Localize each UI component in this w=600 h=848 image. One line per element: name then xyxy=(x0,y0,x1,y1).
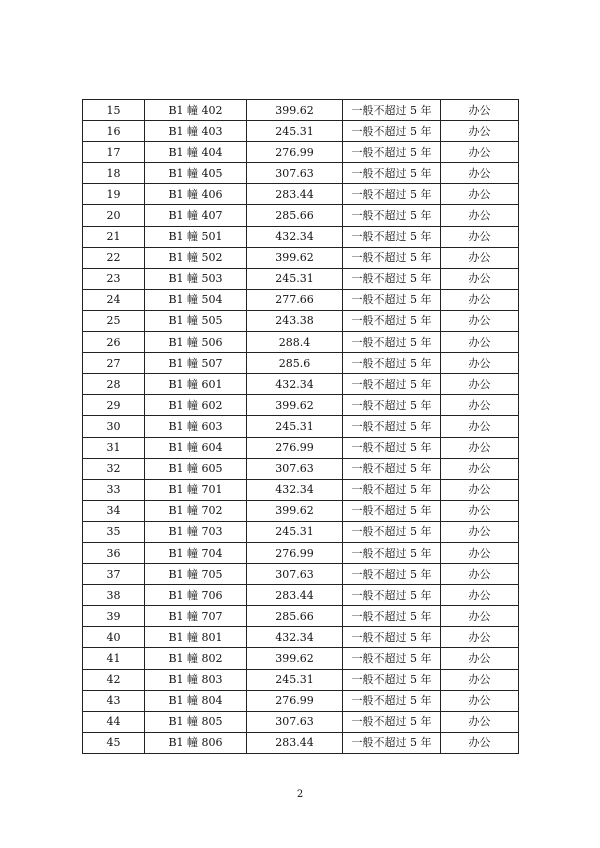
usage-cell: 办公 xyxy=(441,585,519,606)
table-row xyxy=(83,121,519,142)
area-cell: 276.99 xyxy=(247,437,343,458)
area-cell: 285.66 xyxy=(247,205,343,226)
room-cell: B1 幢 702 xyxy=(145,500,247,521)
table-row xyxy=(83,627,519,648)
row-index-cell: 34 xyxy=(83,500,145,521)
usage-cell: 办公 xyxy=(441,690,519,711)
area-cell: 307.63 xyxy=(247,458,343,479)
area-cell: 399.62 xyxy=(247,247,343,268)
usage-cell: 办公 xyxy=(441,437,519,458)
table-row xyxy=(83,268,519,289)
area-cell: 399.62 xyxy=(247,648,343,669)
term-cell: 一般不超过 5 年 xyxy=(343,648,441,669)
term-cell: 一般不超过 5 年 xyxy=(343,226,441,247)
room-cell: B1 幢 806 xyxy=(145,732,247,753)
table-row xyxy=(83,310,519,331)
table-row xyxy=(83,564,519,585)
table-row xyxy=(83,690,519,711)
term-cell: 一般不超过 5 年 xyxy=(343,669,441,690)
row-index-cell: 24 xyxy=(83,289,145,310)
term-cell: 一般不超过 5 年 xyxy=(343,585,441,606)
row-index-cell: 42 xyxy=(83,669,145,690)
room-cell: B1 幢 801 xyxy=(145,627,247,648)
area-cell: 276.99 xyxy=(247,142,343,163)
term-cell: 一般不超过 5 年 xyxy=(343,500,441,521)
area-cell: 277.66 xyxy=(247,289,343,310)
room-cell: B1 幢 501 xyxy=(145,226,247,247)
area-cell: 283.44 xyxy=(247,184,343,205)
room-cell: B1 幢 404 xyxy=(145,142,247,163)
usage-cell: 办公 xyxy=(441,479,519,500)
table-row xyxy=(83,585,519,606)
table-row xyxy=(83,289,519,310)
row-index-cell: 25 xyxy=(83,310,145,331)
table-body xyxy=(83,100,519,754)
area-cell: 285.6 xyxy=(247,353,343,374)
usage-cell: 办公 xyxy=(441,226,519,247)
term-cell: 一般不超过 5 年 xyxy=(343,353,441,374)
term-cell: 一般不超过 5 年 xyxy=(343,332,441,353)
table-row xyxy=(83,374,519,395)
row-index-cell: 31 xyxy=(83,437,145,458)
usage-cell: 办公 xyxy=(441,606,519,627)
term-cell: 一般不超过 5 年 xyxy=(343,374,441,395)
row-index-cell: 29 xyxy=(83,395,145,416)
area-cell: 276.99 xyxy=(247,542,343,563)
area-cell: 245.31 xyxy=(247,416,343,437)
usage-cell: 办公 xyxy=(441,100,519,121)
term-cell: 一般不超过 5 年 xyxy=(343,416,441,437)
row-index-cell: 27 xyxy=(83,353,145,374)
usage-cell: 办公 xyxy=(441,163,519,184)
room-cell: B1 幢 705 xyxy=(145,564,247,585)
usage-cell: 办公 xyxy=(441,374,519,395)
usage-cell: 办公 xyxy=(441,142,519,163)
row-index-cell: 18 xyxy=(83,163,145,184)
area-cell: 285.66 xyxy=(247,606,343,627)
usage-cell: 办公 xyxy=(441,458,519,479)
term-cell: 一般不超过 5 年 xyxy=(343,268,441,289)
term-cell: 一般不超过 5 年 xyxy=(343,205,441,226)
table-row xyxy=(83,353,519,374)
room-cell: B1 幢 407 xyxy=(145,205,247,226)
room-cell: B1 幢 603 xyxy=(145,416,247,437)
area-cell: 288.4 xyxy=(247,332,343,353)
row-index-cell: 37 xyxy=(83,564,145,585)
area-cell: 245.31 xyxy=(247,669,343,690)
row-index-cell: 41 xyxy=(83,648,145,669)
table-row xyxy=(83,458,519,479)
area-cell: 276.99 xyxy=(247,690,343,711)
table-row xyxy=(83,247,519,268)
row-index-cell: 35 xyxy=(83,521,145,542)
usage-cell: 办公 xyxy=(441,627,519,648)
table-row xyxy=(83,226,519,247)
area-cell: 432.34 xyxy=(247,627,343,648)
table-row xyxy=(83,606,519,627)
term-cell: 一般不超过 5 年 xyxy=(343,100,441,121)
usage-cell: 办公 xyxy=(441,521,519,542)
term-cell: 一般不超过 5 年 xyxy=(343,163,441,184)
room-cell: B1 幢 405 xyxy=(145,163,247,184)
room-cell: B1 幢 503 xyxy=(145,268,247,289)
usage-cell: 办公 xyxy=(441,310,519,331)
room-cell: B1 幢 602 xyxy=(145,395,247,416)
table-row xyxy=(83,205,519,226)
term-cell: 一般不超过 5 年 xyxy=(343,606,441,627)
usage-cell: 办公 xyxy=(441,564,519,585)
table-row xyxy=(83,711,519,732)
room-cell: B1 幢 502 xyxy=(145,247,247,268)
row-index-cell: 22 xyxy=(83,247,145,268)
area-cell: 399.62 xyxy=(247,500,343,521)
room-cell: B1 幢 604 xyxy=(145,437,247,458)
room-cell: B1 幢 802 xyxy=(145,648,247,669)
room-cell: B1 幢 507 xyxy=(145,353,247,374)
room-cell: B1 幢 403 xyxy=(145,121,247,142)
area-cell: 399.62 xyxy=(247,395,343,416)
term-cell: 一般不超过 5 年 xyxy=(343,521,441,542)
term-cell: 一般不超过 5 年 xyxy=(343,395,441,416)
table-row xyxy=(83,416,519,437)
term-cell: 一般不超过 5 年 xyxy=(343,627,441,648)
table-row xyxy=(83,332,519,353)
usage-cell: 办公 xyxy=(441,184,519,205)
area-cell: 245.31 xyxy=(247,268,343,289)
row-index-cell: 38 xyxy=(83,585,145,606)
term-cell: 一般不超过 5 年 xyxy=(343,564,441,585)
room-cell: B1 幢 703 xyxy=(145,521,247,542)
row-index-cell: 15 xyxy=(83,100,145,121)
table-row xyxy=(83,100,519,121)
area-cell: 245.31 xyxy=(247,121,343,142)
table-row xyxy=(83,500,519,521)
room-cell: B1 幢 804 xyxy=(145,690,247,711)
usage-cell: 办公 xyxy=(441,416,519,437)
usage-cell: 办公 xyxy=(441,353,519,374)
area-cell: 243.38 xyxy=(247,310,343,331)
term-cell: 一般不超过 5 年 xyxy=(343,121,441,142)
room-cell: B1 幢 505 xyxy=(145,310,247,331)
area-cell: 432.34 xyxy=(247,374,343,395)
usage-cell: 办公 xyxy=(441,289,519,310)
row-index-cell: 44 xyxy=(83,711,145,732)
row-index-cell: 39 xyxy=(83,606,145,627)
row-index-cell: 23 xyxy=(83,268,145,289)
term-cell: 一般不超过 5 年 xyxy=(343,247,441,268)
term-cell: 一般不超过 5 年 xyxy=(343,711,441,732)
room-cell: B1 幢 506 xyxy=(145,332,247,353)
area-cell: 307.63 xyxy=(247,711,343,732)
room-cell: B1 幢 504 xyxy=(145,289,247,310)
term-cell: 一般不超过 5 年 xyxy=(343,142,441,163)
area-cell: 245.31 xyxy=(247,521,343,542)
usage-cell: 办公 xyxy=(441,500,519,521)
table-row xyxy=(83,479,519,500)
usage-cell: 办公 xyxy=(441,332,519,353)
room-cell: B1 幢 805 xyxy=(145,711,247,732)
room-cell: B1 幢 707 xyxy=(145,606,247,627)
row-index-cell: 43 xyxy=(83,690,145,711)
row-index-cell: 17 xyxy=(83,142,145,163)
term-cell: 一般不超过 5 年 xyxy=(343,732,441,753)
usage-cell: 办公 xyxy=(441,669,519,690)
room-cell: B1 幢 605 xyxy=(145,458,247,479)
area-cell: 283.44 xyxy=(247,585,343,606)
row-index-cell: 28 xyxy=(83,374,145,395)
table-row xyxy=(83,521,519,542)
row-index-cell: 19 xyxy=(83,184,145,205)
row-index-cell: 40 xyxy=(83,627,145,648)
data-table xyxy=(82,99,519,754)
row-index-cell: 16 xyxy=(83,121,145,142)
usage-cell: 办公 xyxy=(441,121,519,142)
term-cell: 一般不超过 5 年 xyxy=(343,458,441,479)
room-cell: B1 幢 704 xyxy=(145,542,247,563)
term-cell: 一般不超过 5 年 xyxy=(343,542,441,563)
term-cell: 一般不超过 5 年 xyxy=(343,479,441,500)
page-number: 2 xyxy=(296,789,304,800)
area-cell: 399.62 xyxy=(247,100,343,121)
usage-cell: 办公 xyxy=(441,395,519,416)
table-row xyxy=(83,142,519,163)
row-index-cell: 20 xyxy=(83,205,145,226)
row-index-cell: 45 xyxy=(83,732,145,753)
row-index-cell: 33 xyxy=(83,479,145,500)
table-row xyxy=(83,163,519,184)
table-row xyxy=(83,395,519,416)
usage-cell: 办公 xyxy=(441,247,519,268)
row-index-cell: 26 xyxy=(83,332,145,353)
row-index-cell: 32 xyxy=(83,458,145,479)
usage-cell: 办公 xyxy=(441,268,519,289)
term-cell: 一般不超过 5 年 xyxy=(343,437,441,458)
usage-cell: 办公 xyxy=(441,732,519,753)
room-cell: B1 幢 601 xyxy=(145,374,247,395)
usage-cell: 办公 xyxy=(441,711,519,732)
room-cell: B1 幢 402 xyxy=(145,100,247,121)
area-cell: 307.63 xyxy=(247,163,343,184)
usage-cell: 办公 xyxy=(441,648,519,669)
term-cell: 一般不超过 5 年 xyxy=(343,289,441,310)
room-cell: B1 幢 406 xyxy=(145,184,247,205)
table-row xyxy=(83,648,519,669)
table-row xyxy=(83,669,519,690)
room-cell: B1 幢 706 xyxy=(145,585,247,606)
term-cell: 一般不超过 5 年 xyxy=(343,184,441,205)
room-cell: B1 幢 803 xyxy=(145,669,247,690)
usage-cell: 办公 xyxy=(441,542,519,563)
row-index-cell: 30 xyxy=(83,416,145,437)
room-cell: B1 幢 701 xyxy=(145,479,247,500)
row-index-cell: 36 xyxy=(83,542,145,563)
table-row xyxy=(83,184,519,205)
term-cell: 一般不超过 5 年 xyxy=(343,690,441,711)
area-cell: 432.34 xyxy=(247,479,343,500)
usage-cell: 办公 xyxy=(441,205,519,226)
area-cell: 432.34 xyxy=(247,226,343,247)
table-row xyxy=(83,437,519,458)
table-row xyxy=(83,732,519,753)
area-cell: 307.63 xyxy=(247,564,343,585)
term-cell: 一般不超过 5 年 xyxy=(343,310,441,331)
area-cell: 283.44 xyxy=(247,732,343,753)
table-row xyxy=(83,542,519,563)
row-index-cell: 21 xyxy=(83,226,145,247)
